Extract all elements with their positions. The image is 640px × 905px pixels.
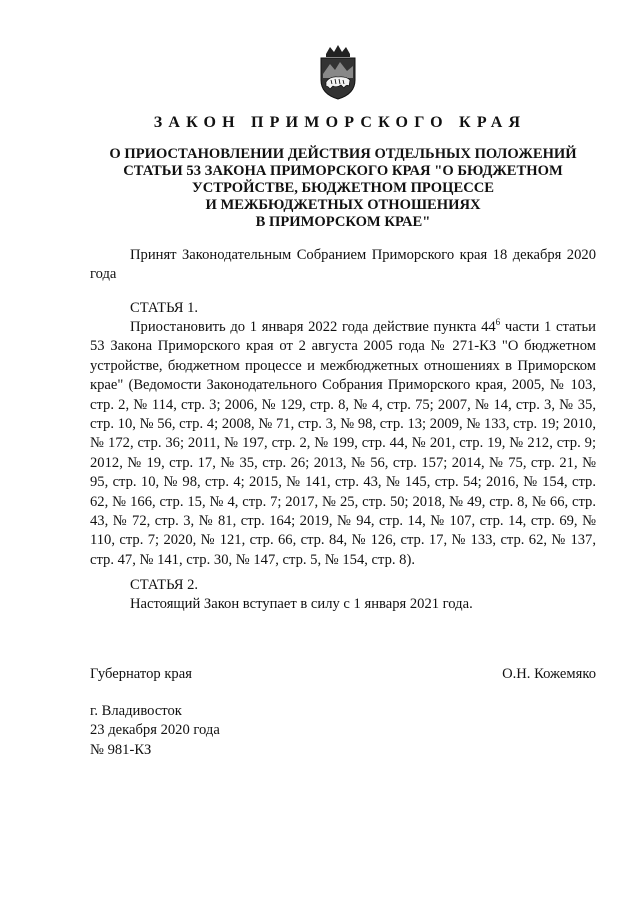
article-2-label: СТАТЬЯ 2. [130,577,199,593]
law-title [90,146,596,231]
article-1-text [90,318,596,570]
adoption-statement: Принят Законодательным Собранием Приморского края 18 декабря 2020 года [90,247,596,283]
city: г. Владивосток [90,703,182,719]
law-title-line: УСТРОЙСТВЕ, БЮДЖЕТНОМ ПРОЦЕССЕ [191,180,495,196]
article-1-text-start: Приостановить до 1 января 2022 года действие пункта 44 [130,319,496,335]
law-title-line: В ПРИМОРСКОМ КРАЕ" [255,214,431,230]
signatory-name: О.Н. Кожемяко [502,666,596,682]
signing-date: 23 декабря 2020 года [90,722,220,739]
law-title-line: И МЕЖБЮДЖЕТНЫХ ОТНОШЕНИЯХ [205,197,481,213]
law-heading: ЗАКОН ПРИМОРСКОГО КРАЯ [153,114,527,131]
law-title-line: О ПРИОСТАНОВЛЕНИИ ДЕЙСТВИЯ ОТДЕЛЬНЫХ ПОЛОЖЕНИЙ [109,146,577,162]
article-1-text-rest: части 1 статьи 53 Закона Приморского края от 2 августа 2005 года № 271-КЗ "О бюджетном устройстве, бюджетном процессе и межбюджетных отношениях в Приморском крае" (Ведомости Законодательного Собрания Приморского края, 2005, № 103, стр. 2, № 114, стр. 3; 2006, № 129, стр. 8, № 4, стр. 75; 2007, № 14, стр. 3, № 35, стр. 10, № 56, стр. 4; 2008, № 71, стр. 3, № 98, стр. 13; 2009, № 133, стр. 19; 2010, № 172, стр. 36; 2011, № 197, стр. 2, № 199, стр. 44, № 201, стр. 19, № 212, стр. 9; 2012, № 19, стр. 17, № 35, стр. 26; 2013, № 56, стр. 157; 2014, № 75, стр. 21, № 95, стр. 10, № 98, стр. 4; 2015, № 141, стр. 43, № 145, стр. 54; 2016, № 154, стр. 62, № 166, стр. 15, № 4, стр. 7; 2017, № 25, стр. 50; 2018, № 49, стр. 8, № 66, стр. 43, № 72, стр. 3, № 81, стр. 164; 2019, № 94, стр. 14, № 107, стр. 14, стр. 69, № 110, стр. 7; 2020, № 121, стр. 66, стр. 84, № 126, стр. 17, № 133, стр. 62, № 137, стр. 47, № 141, стр. 30, № 147, стр. 5, № 154, стр. 8). [90,319,596,568]
article-1-label: СТАТЬЯ 1. [130,300,199,316]
article-2-text: Настоящий Закон вступает в силу с 1 января 2021 года. [130,596,473,612]
signatory-position: Губернатор края [90,666,192,682]
place-date-block [90,702,220,760]
law-title-line: СТАТЬИ 53 ЗАКОНА ПРИМОРСКОГО КРАЯ "О БЮДЖЕТНОМ [123,163,563,179]
article-1-superscript: 6 [495,317,501,328]
law-number: № 981-КЗ [90,741,152,758]
coat-of-arms-icon [316,44,360,100]
